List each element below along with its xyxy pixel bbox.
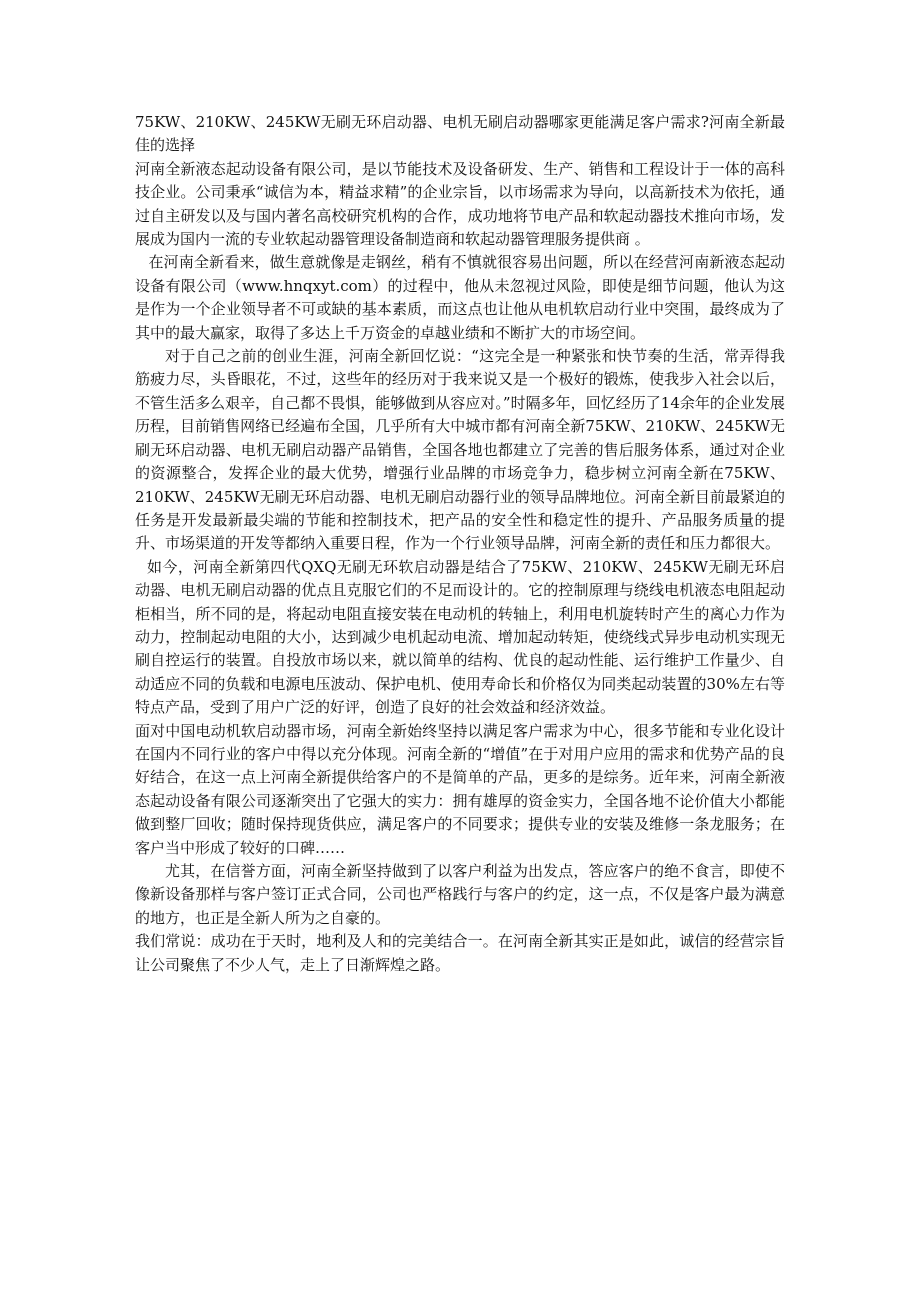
paragraph-risk: 在河南全新看来，做生意就像是走钢丝，稍有不慎就很容易出问题，所以在经营河南新液态起动设备有限公司（www.hnqxyt.com）的过程中，他从未忽视过风险，即使是细节问题，他认为这是作为一个企业领导者不可或缺的基本素质，而这点也让他从电机软启动行业中突围，最终成为了其中的最大赢家，取得了多达上千万资金的卓越业绩和不断扩大的市场空间。 xyxy=(135,253,785,342)
document-body xyxy=(135,111,785,977)
paragraph-conclusion: 我们常说：成功在于天时，地利及人和的完美结合一。在河南全新其实正是如此，诚信的经营宗旨让公司聚焦了不少人气，走上了日渐辉煌之路。 xyxy=(135,932,785,974)
paragraph-credibility: 尤其，在信誉方面，河南全新坚持做到了以客户利益为出发点，答应客户的绝不食言，即使不像新设备那样与客户签订正式合同，公司也严格践行与客户的约定，这一点，不仅是客户最为满意的地方，也正是全新人所为之自豪的。 xyxy=(135,862,785,927)
paragraph-product: 如今，河南全新第四代QXQ无刷无环软启动器是结合了75KW、210KW、245KW无刷无环启动器、电机无刷启动器的优点且克服它们的不足而设计的。它的控制原理与绕线电机液态电阻起动柜相当，所不同的是，将起动电阻直接安装在电动机的转轴上，利用电机旋转时产生的离心力作为动力，控制起动电阻的大小，达到减少电机起动电流、增加起动转矩，使绕线式异步电动机实现无刷自控运行的装置。自投放市场以来，就以简单的结构、优良的起动性能、运行维护工作量少、自动适应不同的负载和电源电压波动、保护电机、使用寿命长和价格仅为同类起动装置的30%左右等特点产品，受到了用户广泛的好评，创造了良好的社会效益和经济效益。 xyxy=(135,557,785,717)
document-title: 75KW、210KW、245KW无刷无环启动器、电机无刷启动器哪家更能满足客户需求?河南全新最佳的选择 xyxy=(135,113,785,155)
paragraph-market: 面对中国电动机软启动器市场，河南全新始终坚持以满足客户需求为中心，很多节能和专业化设计在国内不同行业的客户中得以充分体现。河南全新的“增值”在于对用户应用的需求和优势产品的良好结合，在这一点上河南全新提供给客户的不是简单的产品，更多的是综务。近年来，河南全新液态起动设备有限公司逐渐突出了它强大的实力：拥有雄厚的资金实力，全国各地不论价值大小都能做到整厂回收；随时保持现货供应，满足客户的不同要求；提供专业的安装及维修一条龙服务；在客户当中形成了较好的口碑…… xyxy=(135,721,785,857)
paragraph-history: 对于自己之前的创业生涯，河南全新回忆说：“这完全是一种紧张和快节奏的生活，常弄得我筋疲力尽，头昏眼花，不过，这些年的经历对于我来说又是一个极好的锻炼，使我步入社会以后，不管生活多么艰辛，自己都不畏惧，能够做到从容应对。”时隔多年，回忆经历了14余年的企业发展历程，目前销售网络已经遍布全国，几乎所有大中城市都有河南全新75KW、210KW、245KW无刷无环启动器、电机无刷启动器产品销售，全国各地也都建立了完善的售后服务体系，通过对企业的资源整合，发挥企业的最大优势，增强行业品牌的市场竞争力，稳步树立河南全新在75KW、210KW、245KW无刷无环启动器、电机无刷启动器行业的领导品牌地位。河南全新目前最紧迫的任务是开发最新最尖端的节能和控制技术，把产品的安全性和稳定性的提升、产品服务质量的提升、市场渠道的开发等都纳入重要日程，作为一个行业领导品牌，河南全新的责任和压力都很大。 xyxy=(135,347,785,553)
paragraph-company-intro: 河南全新液态起动设备有限公司，是以节能技术及设备研发、生产、销售和工程设计于一体的高科技企业。公司秉承“诚信为本，精益求精”的企业宗旨，以市场需求为导向，以高新技术为依托，通过自主研发以及与国内著名高校研究机构的合作，成功地将节电产品和软起动器技术推向市场，发展成为国内一流的专业软起动器管理设备制造商和软起动器管理服务提供商 。 xyxy=(135,159,785,249)
